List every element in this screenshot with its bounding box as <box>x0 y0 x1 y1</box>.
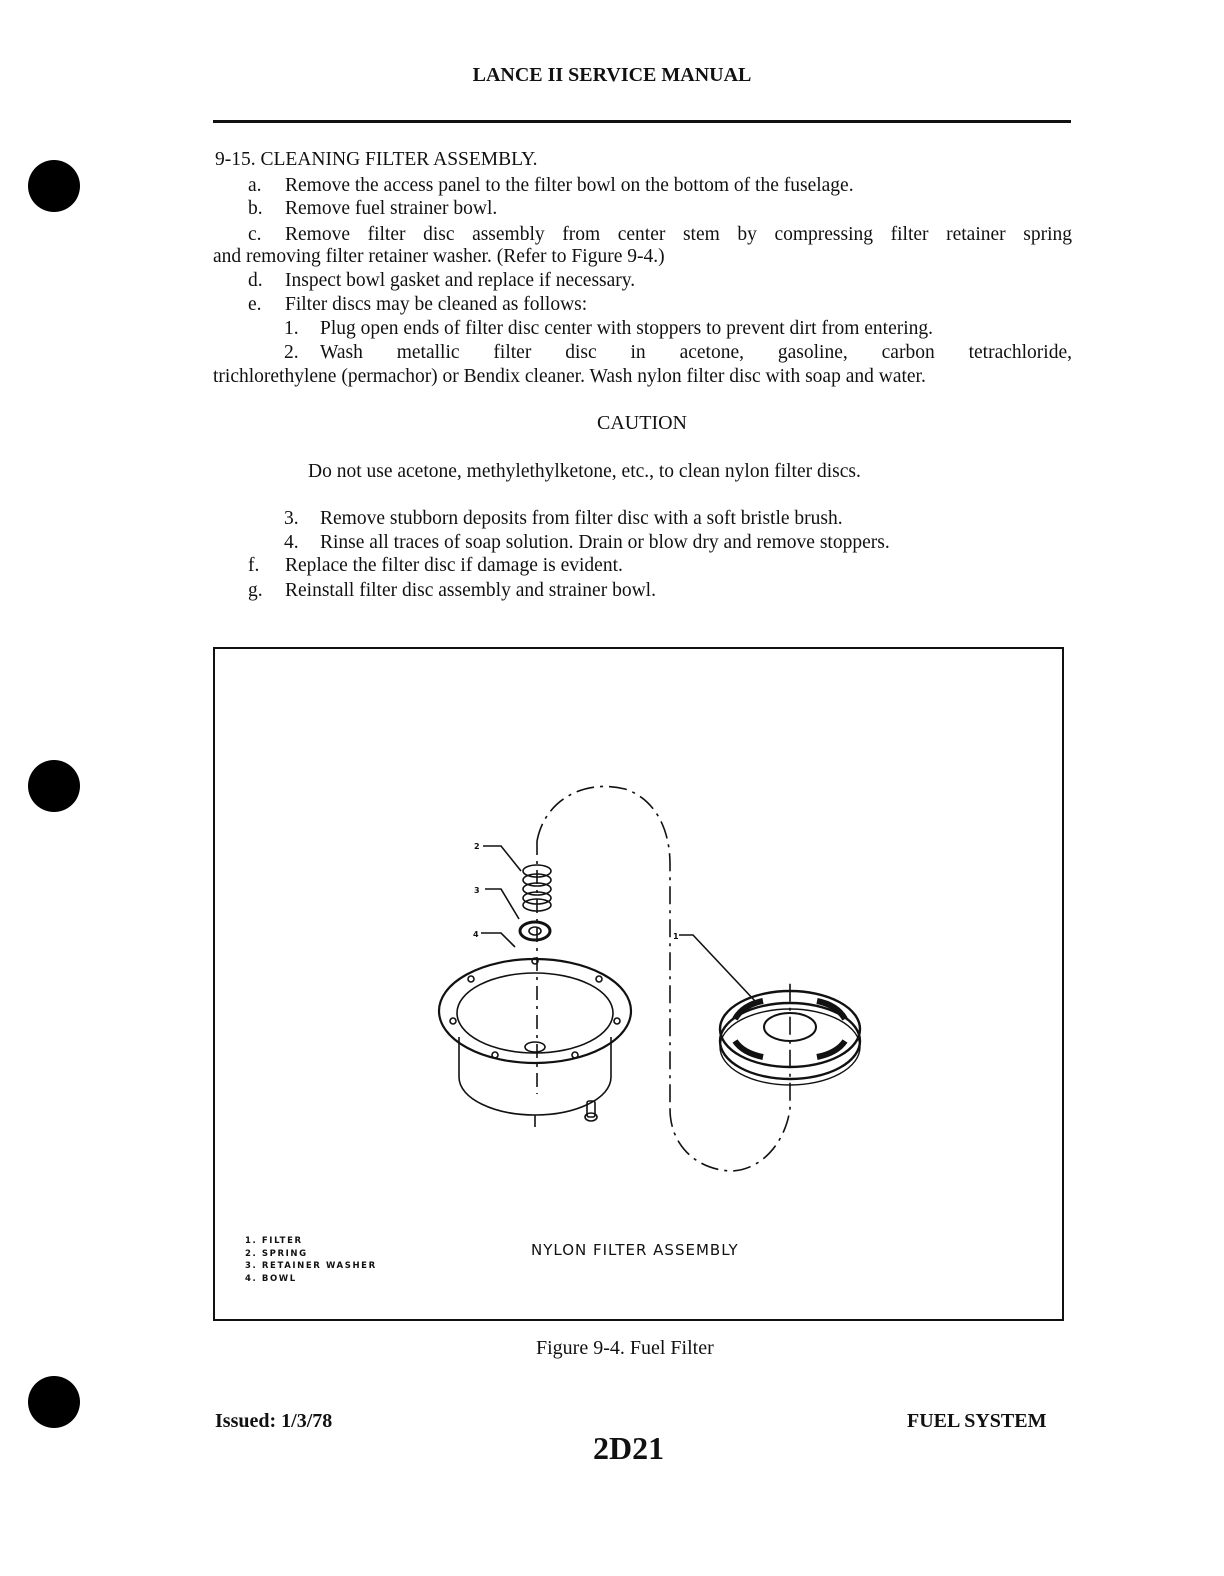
figure-frame <box>213 647 1064 1321</box>
substep-2-label: 2. <box>284 342 299 363</box>
step-c-continuation: and removing filter retainer washer. (Refer to Figure 9-4.) <box>213 246 665 267</box>
step-d-label: d. <box>248 270 263 291</box>
caution-title: CAUTION <box>597 412 687 434</box>
step-f-label: f. <box>248 555 260 576</box>
step-g-label: g. <box>248 580 263 601</box>
binder-hole-middle <box>28 760 80 812</box>
footer-section: FUEL SYSTEM <box>907 1410 1047 1432</box>
substep-1-text: Plug open ends of filter disc center with stoppers to prevent dirt from entering. <box>320 318 934 339</box>
substep-1-label: 1. <box>284 318 299 339</box>
section-heading: 9-15. CLEANING FILTER ASSEMBLY. <box>215 149 538 170</box>
step-c-label: c. <box>248 224 262 245</box>
callout-3: 3 <box>474 886 480 895</box>
page-id: 2D21 <box>593 1430 665 1466</box>
legend-item-filter: 1. FILTER <box>245 1236 303 1246</box>
figure-caption: Figure 9-4. Fuel Filter <box>536 1337 714 1359</box>
step-e-label: e. <box>248 294 262 315</box>
binder-hole-bottom <box>28 1376 80 1428</box>
callout-1: 1 <box>673 932 679 941</box>
legend-item-bowl: 4. BOWL <box>245 1273 297 1284</box>
figure-title: NYLON FILTER ASSEMBLY <box>531 1241 739 1259</box>
legend-item-retainer-washer: 3. RETAINER WASHER <box>245 1261 377 1271</box>
substep-4-text: Rinse all traces of soap solution. Drain or blow dry and remove stoppers. <box>320 532 890 553</box>
binder-hole-top <box>28 160 80 212</box>
substep-3-label: 3. <box>284 508 299 529</box>
step-b-label: b. <box>248 198 263 219</box>
header-rule <box>213 120 1071 123</box>
figure-legend <box>245 1235 377 1285</box>
substep-2-continuation: trichlorethylene (permachor) or Bendix cleaner. Wash nylon filter disc with soap and water. <box>213 366 926 387</box>
caution-text: Do not use acetone, methylethylketone, etc., to clean nylon filter discs. <box>308 461 861 482</box>
fuel-filter-illustration <box>215 649 1066 1323</box>
step-c-text: Remove filter disc assembly from center stem by compressing filter retainer spring <box>285 224 1072 245</box>
step-b-text: Remove fuel strainer bowl. <box>285 198 498 219</box>
callout-2: 2 <box>474 842 480 851</box>
step-d-text: Inspect bowl gasket and replace if necessary. <box>285 270 636 291</box>
step-a-text: Remove the access panel to the filter bowl on the bottom of the fuselage. <box>285 175 854 196</box>
step-f-text: Replace the filter disc if damage is evident. <box>285 555 623 576</box>
step-g-text: Reinstall filter disc assembly and strainer bowl. <box>285 580 656 601</box>
substep-3-text: Remove stubborn deposits from filter disc with a soft bristle brush. <box>320 508 843 529</box>
callout-4: 4 <box>473 930 479 939</box>
footer-issued: Issued: 1/3/78 <box>215 1410 333 1432</box>
substep-2-text: Wash metallic filter disc in acetone, gasoline, carbon tetrachloride, <box>320 342 1072 363</box>
substep-4-label: 4. <box>284 532 299 553</box>
step-a-label: a. <box>248 175 262 196</box>
step-e-text: Filter discs may be cleaned as follows: <box>285 294 588 315</box>
page-header: LANCE II SERVICE MANUAL <box>472 64 752 86</box>
legend-item-spring: 2. SPRING <box>245 1248 308 1259</box>
